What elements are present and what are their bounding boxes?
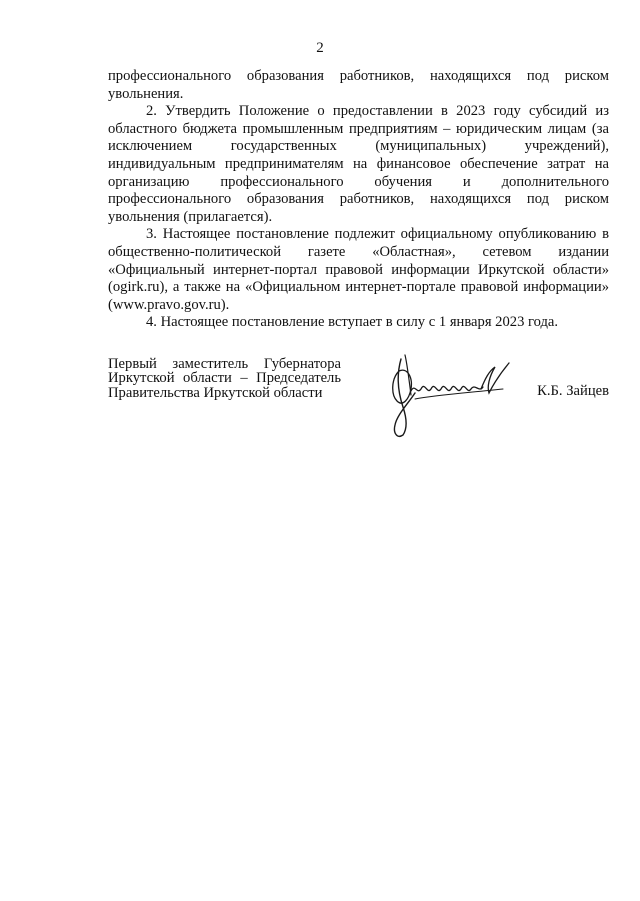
paragraph-continuation: профессионального образования работников, находящихся под риском увольнения. <box>108 68 609 102</box>
signer-position <box>108 357 341 400</box>
signer-name: К.Б. Зайцев <box>537 383 609 399</box>
page-number: 2 <box>316 40 324 56</box>
paragraph-item-3: 3. Настоящее постановление подлежит официальному опубликованию в общественно-политической газете «Областная», сетевом издании «Официальный интернет-портал правовой информации Иркутской области» (ogirk.ru), а также на «Официальном интернет-портале правовой информации» (www.pravo.gov.ru). <box>108 226 609 313</box>
signer-position-line-3: Правительства Иркутской области <box>108 384 323 401</box>
signer-position-line-2: Иркутской области – Председатель <box>108 370 341 387</box>
handwritten-signature <box>385 349 525 441</box>
paragraph-item-4: 4. Настоящее постановление вступает в силу с 1 января 2023 года. <box>146 314 559 331</box>
document-body <box>108 68 609 332</box>
signer-position-line-1: Первый заместитель Губернатора <box>108 356 341 372</box>
signature-block <box>108 357 609 447</box>
paragraph-item-2: 2. Утвердить Положение о предоставлении в 2023 году субсидий из областного бюджета промышленным предприятиям – юридическим лицам (за исключением государственных (муниципальных) учреждений), индивидуальным предпринимателям на финансовое обеспечение затрат на организацию профессионального обучения и дополнительного профессионального образования работников, находящихся под риском увольнения (прилагается). <box>108 103 609 225</box>
